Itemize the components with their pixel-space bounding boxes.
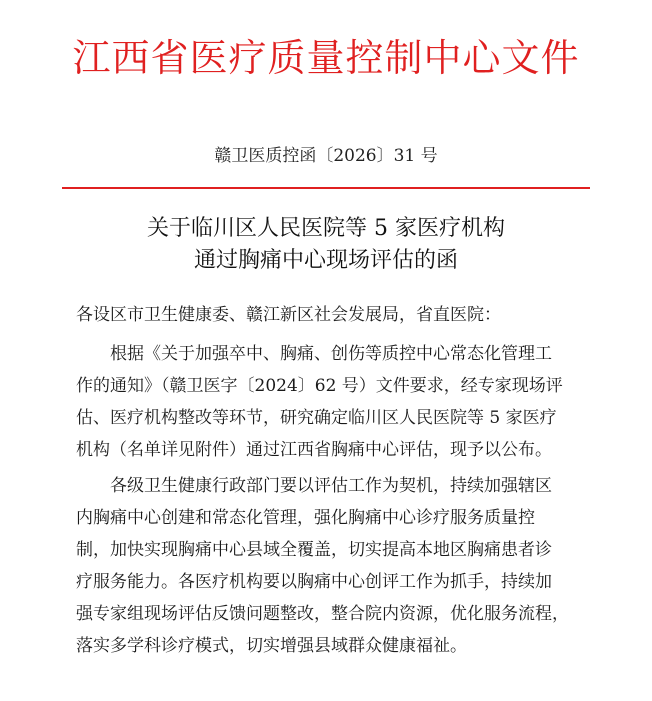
body-paragraph-1	[76, 338, 596, 466]
document-number: 赣卫医质控函〔2026〕31 号	[214, 146, 438, 166]
red-divider-line	[62, 187, 590, 189]
paragraph-line: 落实多学科诊疗模式，切实增强县域群众健康福祉。	[76, 636, 467, 656]
salutation: 各设区市卫生健康委、赣江新区社会发展局，省直医院：	[76, 305, 501, 325]
paragraph-line: 作的通知》（赣卫医字〔2024〕62 号）文件要求，经专家现场评	[76, 376, 563, 396]
paragraph-line: 根据《关于加强卒中、胸痛、创伤等质控中心常态化管理工	[110, 344, 552, 364]
paragraph-line: 强专家组现场评估反馈问题整改，整合院内资源，优化服务流程，	[76, 604, 569, 624]
paragraph-line: 各级卫生健康行政部门要以评估工作为契机，持续加强辖区	[110, 476, 552, 496]
paragraph-line: 内胸痛中心创建和常态化管理，强化胸痛中心诊疗服务质量控	[76, 508, 535, 528]
body-paragraph-2	[76, 470, 596, 662]
paragraph-line: 疗服务能力。各医疗机构要以胸痛中心创评工作为抓手，持续加	[76, 572, 552, 592]
document-header-title: 江西省医疗质量控制中心文件	[72, 36, 580, 80]
paragraph-line: 机构（名单详见附件）通过江西省胸痛中心评估，现予以公布。	[76, 440, 552, 460]
document-title-line-1: 关于临川区人民医院等 5 家医疗机构	[147, 216, 505, 241]
document-title-line-2: 通过胸痛中心现场评估的函	[193, 248, 458, 273]
paragraph-line: 估、医疗机构整改等环节，研究确定临川区人民医院等 5 家医疗	[76, 408, 557, 428]
document-title	[0, 213, 652, 277]
paragraph-line: 制，加快实现胸痛中心县域全覆盖，切实提高本地区胸痛患者诊	[76, 540, 552, 560]
